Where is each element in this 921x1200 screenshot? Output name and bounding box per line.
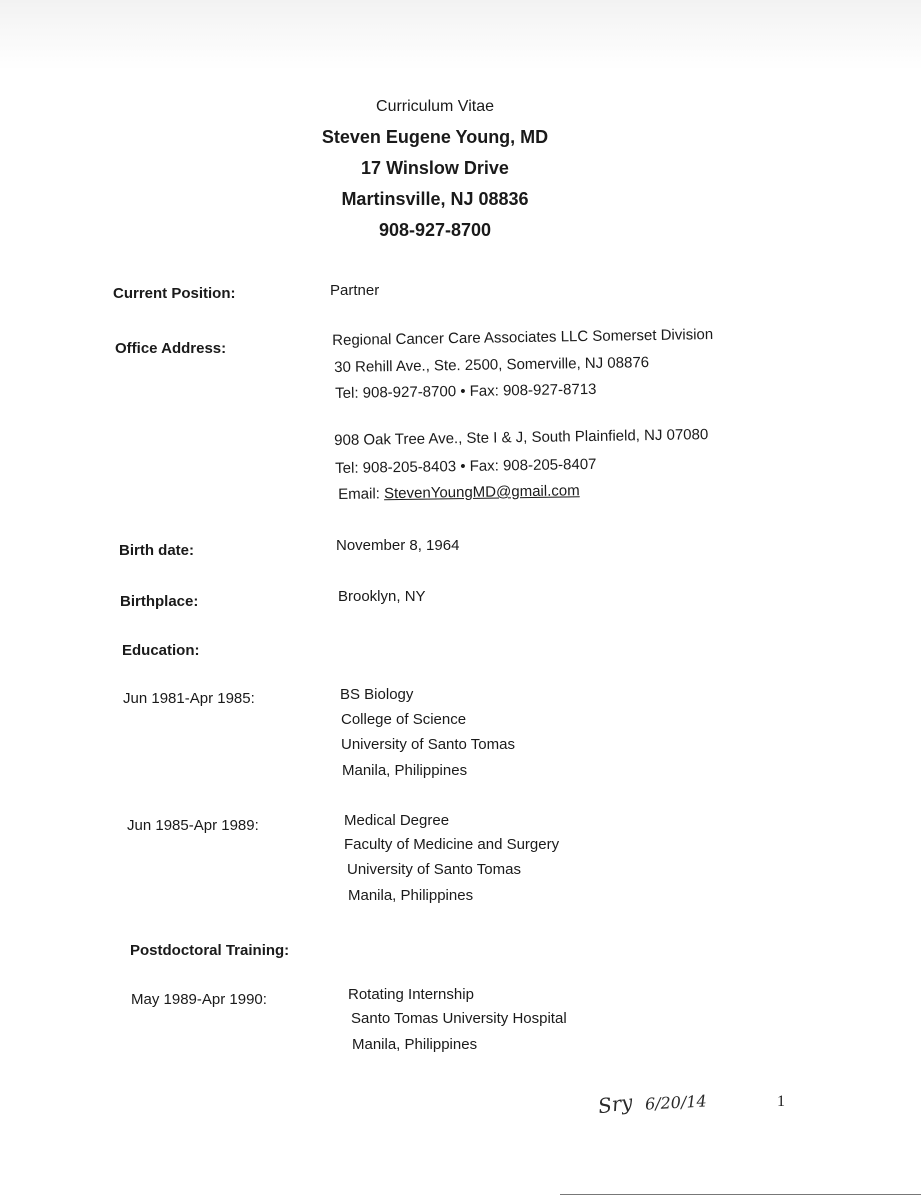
education-1-line: BS Biology bbox=[340, 686, 414, 703]
education-2-line: Faculty of Medicine and Surgery bbox=[344, 836, 560, 853]
office-line-3: Tel: 908-927-8700 • Fax: 908-927-8713 bbox=[335, 380, 597, 402]
postdoc-1-dates: May 1989-Apr 1990: bbox=[131, 991, 267, 1008]
office-address-label: Office Address: bbox=[115, 340, 227, 357]
handwritten-initials: Sry bbox=[596, 1089, 635, 1119]
office-line-5: Tel: 908-205-8403 • Fax: 908-205-8407 bbox=[335, 455, 597, 477]
birthplace-label: Birthplace: bbox=[120, 593, 199, 610]
postdoc-1-line: Santo Tomas University Hospital bbox=[351, 1010, 567, 1027]
office-email-line bbox=[338, 478, 580, 507]
current-position-value: Partner bbox=[330, 282, 380, 299]
scan-edge-line bbox=[560, 1194, 921, 1195]
document-title: Curriculum Vitae bbox=[376, 98, 494, 115]
office-line-1: Regional Cancer Care Associates LLC Somerset Division bbox=[332, 326, 714, 349]
current-position-label: Current Position: bbox=[113, 285, 236, 302]
postdoc-heading: Postdoctoral Training: bbox=[130, 942, 290, 959]
home-phone: 908-927-8700 bbox=[378, 220, 492, 240]
office-line-2: 30 Rehill Ave., Ste. 2500, Somerville, NJ 08876 bbox=[334, 354, 650, 376]
education-1-line: Manila, Philippines bbox=[342, 762, 468, 779]
email-label: Email: bbox=[338, 485, 381, 503]
home-city: Martinsville, NJ 08836 bbox=[341, 189, 529, 209]
birthplace-value: Brooklyn, NY bbox=[338, 588, 426, 605]
office-line-4: 908 Oak Tree Ave., Ste I & J, South Plainfield, NJ 07080 bbox=[334, 426, 709, 449]
email-link[interactable]: StevenYoungMD@gmail.com bbox=[383, 482, 580, 503]
birth-date-label: Birth date: bbox=[119, 542, 194, 559]
education-2-dates: Jun 1985-Apr 1989: bbox=[127, 817, 259, 834]
page-number: 1 bbox=[777, 1093, 785, 1110]
education-1-dates: Jun 1981-Apr 1985: bbox=[123, 690, 255, 707]
birth-date-value: November 8, 1964 bbox=[336, 537, 460, 554]
postdoc-1-line: Manila, Philippines bbox=[352, 1036, 478, 1053]
postdoc-1-line: Rotating Internship bbox=[348, 986, 474, 1003]
education-2-line: University of Santo Tomas bbox=[347, 861, 521, 878]
education-1-line: University of Santo Tomas bbox=[341, 736, 515, 753]
person-name: Steven Eugene Young, MD bbox=[321, 127, 549, 147]
education-heading: Education: bbox=[122, 642, 200, 659]
cv-header bbox=[270, 98, 600, 246]
home-street: 17 Winslow Drive bbox=[361, 158, 509, 178]
education-2-line: Manila, Philippines bbox=[348, 887, 474, 904]
education-1-line: College of Science bbox=[341, 711, 467, 728]
scan-shading bbox=[0, 0, 921, 70]
education-2-line: Medical Degree bbox=[344, 812, 450, 829]
handwritten-date: 6/20/14 bbox=[644, 1091, 708, 1114]
